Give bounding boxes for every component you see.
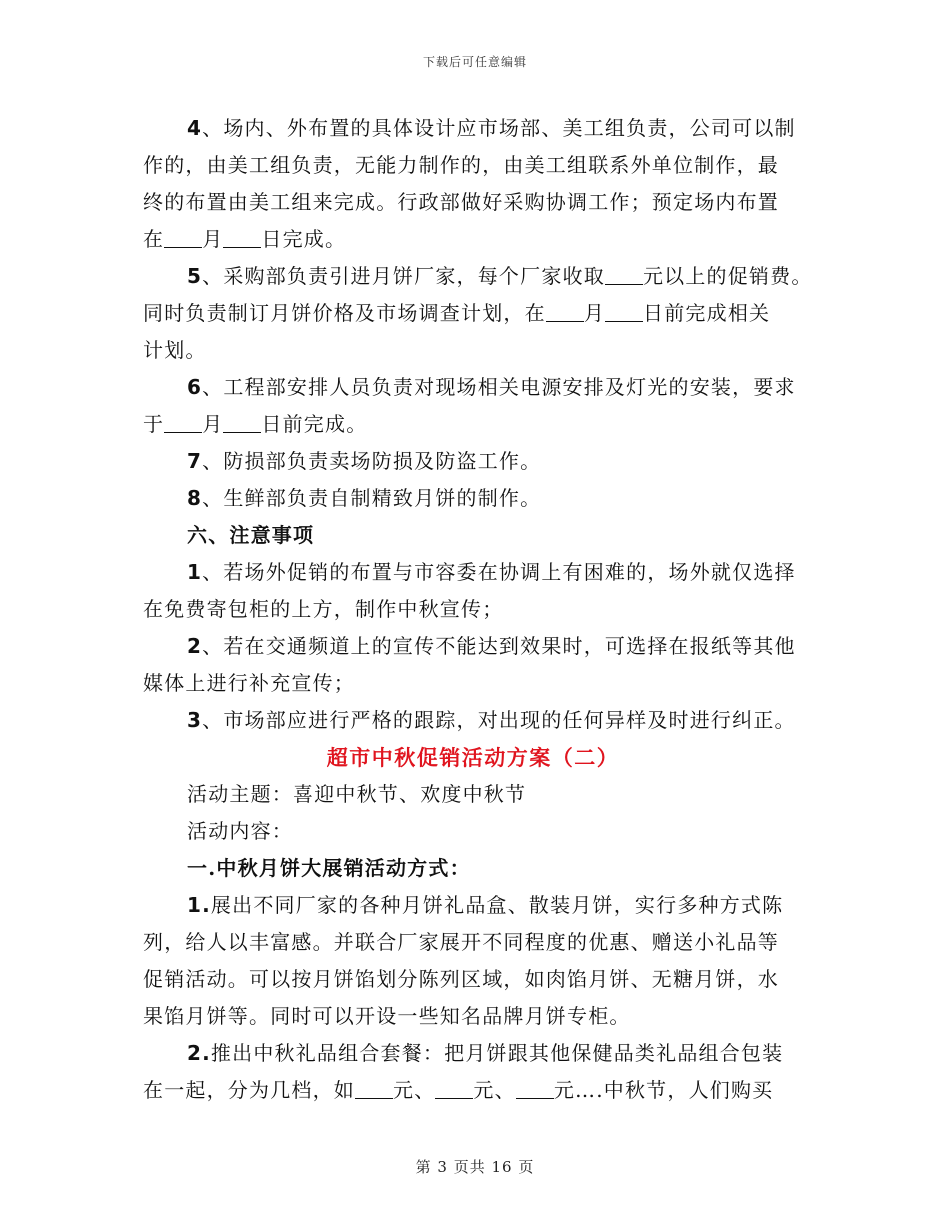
sub-heading-mooncake-expo: 一.中秋月饼大展销活动方式： (187, 856, 471, 880)
item-number: 5 (187, 264, 203, 288)
item-4-line-1 (143, 110, 823, 147)
fill-in-blank (516, 1076, 554, 1099)
text: 月 (583, 301, 606, 325)
section-heading-notes: 六、注意事项 (187, 523, 315, 547)
item-8-line-1 (143, 480, 823, 517)
activity-theme: 活动主题：喜迎中秋节、欢度中秋节 (187, 782, 527, 806)
text: 元以上的促销费。 (642, 264, 813, 288)
text: 、市场部应进行严格的跟踪，对出现的任何异样及时进行纠正。 (202, 708, 796, 732)
text: 、若场外促销的布置与市容委在协调上有困难的，场外就仅选择 (202, 560, 796, 584)
item-number: 3 (187, 708, 203, 732)
plan-2-title: 超市中秋促销活动方案（二） (326, 745, 620, 770)
text: 果馅月饼等。同时可以开设一些知名品牌月饼专柜。 (143, 1004, 631, 1028)
fill-in-blank (546, 299, 584, 322)
text: 、若在交通频道上的宣传不能达到效果时，可选择在报纸等其他 (202, 634, 796, 658)
text: 促销活动。可以按月饼馅划分陈列区域，如肉馅月饼、无糖月饼，水 (143, 967, 779, 991)
fill-in-blank (164, 410, 202, 433)
text: 在一起，分为几档，如 (143, 1078, 355, 1102)
a2-line-2 (143, 1072, 823, 1109)
a1-line-2 (143, 924, 823, 961)
text: 列，给人以丰富感。并联合厂家展开不同程度的优惠、赠送小礼品等 (143, 930, 779, 954)
text: 在免费寄包柜的上方，制作中秋宣传； (143, 597, 504, 621)
text: 日前完成。 (261, 412, 368, 436)
item-5-line-2 (143, 295, 823, 332)
text: 计划。 (143, 338, 207, 362)
text: 、生鲜部负责自制精致月饼的制作。 (202, 486, 542, 510)
item-5-line-1 (143, 258, 823, 295)
text: 媒体上进行补充宣传； (143, 671, 355, 695)
fill-in-blank (605, 299, 643, 322)
text: 、工程部安排人员负责对现场相关电源安排及灯光的安装，要求 (202, 375, 796, 399)
fill-in-blank (223, 225, 261, 248)
note-1-line-2 (143, 591, 823, 628)
item-4-line-4 (143, 221, 823, 258)
note-2-line-1 (143, 628, 823, 665)
item-6-line-1 (143, 369, 823, 406)
note-3-line-1 (143, 702, 823, 739)
item-number: 1 (187, 560, 203, 584)
text: 于 (143, 412, 165, 436)
a2-line-1 (143, 1035, 823, 1072)
text: 日前完成相关 (643, 301, 771, 325)
header-note: 下载后可任意编辑 (422, 55, 527, 69)
fill-in-blank (223, 410, 261, 433)
item-number: 8 (187, 486, 203, 510)
text: 同时负责制订月饼价格及市场调查计划，在 (143, 301, 546, 325)
text: 日完成。 (261, 227, 347, 251)
text: 、防损部负责卖场防损及防盗工作。 (202, 449, 542, 473)
text: 元、 (473, 1078, 516, 1102)
note-2-line-2 (143, 665, 823, 702)
text: 展出不同厂家的各种月饼礼品盒、散装月饼，实行多种方式陈 (210, 893, 784, 917)
a1-line-1 (143, 887, 823, 924)
text: 元….中秋节，人们购买 (553, 1078, 774, 1102)
text: 在 (143, 227, 165, 251)
fill-in-blank (355, 1076, 393, 1099)
page-footer: 第 3 页共 16 页 (415, 1158, 535, 1176)
item-4-line-3 (143, 184, 823, 221)
item-number: 7 (187, 449, 203, 473)
fill-in-blank (164, 225, 202, 248)
item-4-line-2 (143, 147, 823, 184)
text: 作的，由美工组负责，无能力制作的，由美工组联系外单位制作，最 (143, 153, 779, 177)
item-number: 4 (187, 116, 203, 140)
item-number: 1. (187, 893, 211, 917)
item-number: 2. (187, 1041, 211, 1065)
text: 终的布置由美工组来完成。行政部做好采购协调工作；预定场内布置 (143, 190, 779, 214)
fill-in-blank (435, 1076, 473, 1099)
text: 、采购部负责引进月饼厂家，每个厂家收取 (202, 264, 605, 288)
text: 推出中秋礼品组合套餐：把月饼跟其他保健品类礼品组合包装 (210, 1041, 784, 1065)
item-7-line-1 (143, 443, 823, 480)
activity-content-label: 活动内容： (187, 819, 293, 843)
fill-in-blank (605, 262, 643, 285)
note-1-line-1 (143, 554, 823, 591)
item-number: 6 (187, 375, 203, 399)
item-number: 2 (187, 634, 203, 658)
document-body (143, 110, 823, 1109)
text: 月 (202, 227, 224, 251)
a1-line-4 (143, 998, 823, 1035)
text: 月 (202, 412, 224, 436)
text: 元、 (393, 1078, 436, 1102)
item-5-line-3 (143, 332, 823, 369)
item-6-line-2 (143, 406, 823, 443)
text: 、场内、外布置的具体设计应市场部、美工组负责，公司可以制 (202, 116, 796, 140)
a1-line-3 (143, 961, 823, 998)
